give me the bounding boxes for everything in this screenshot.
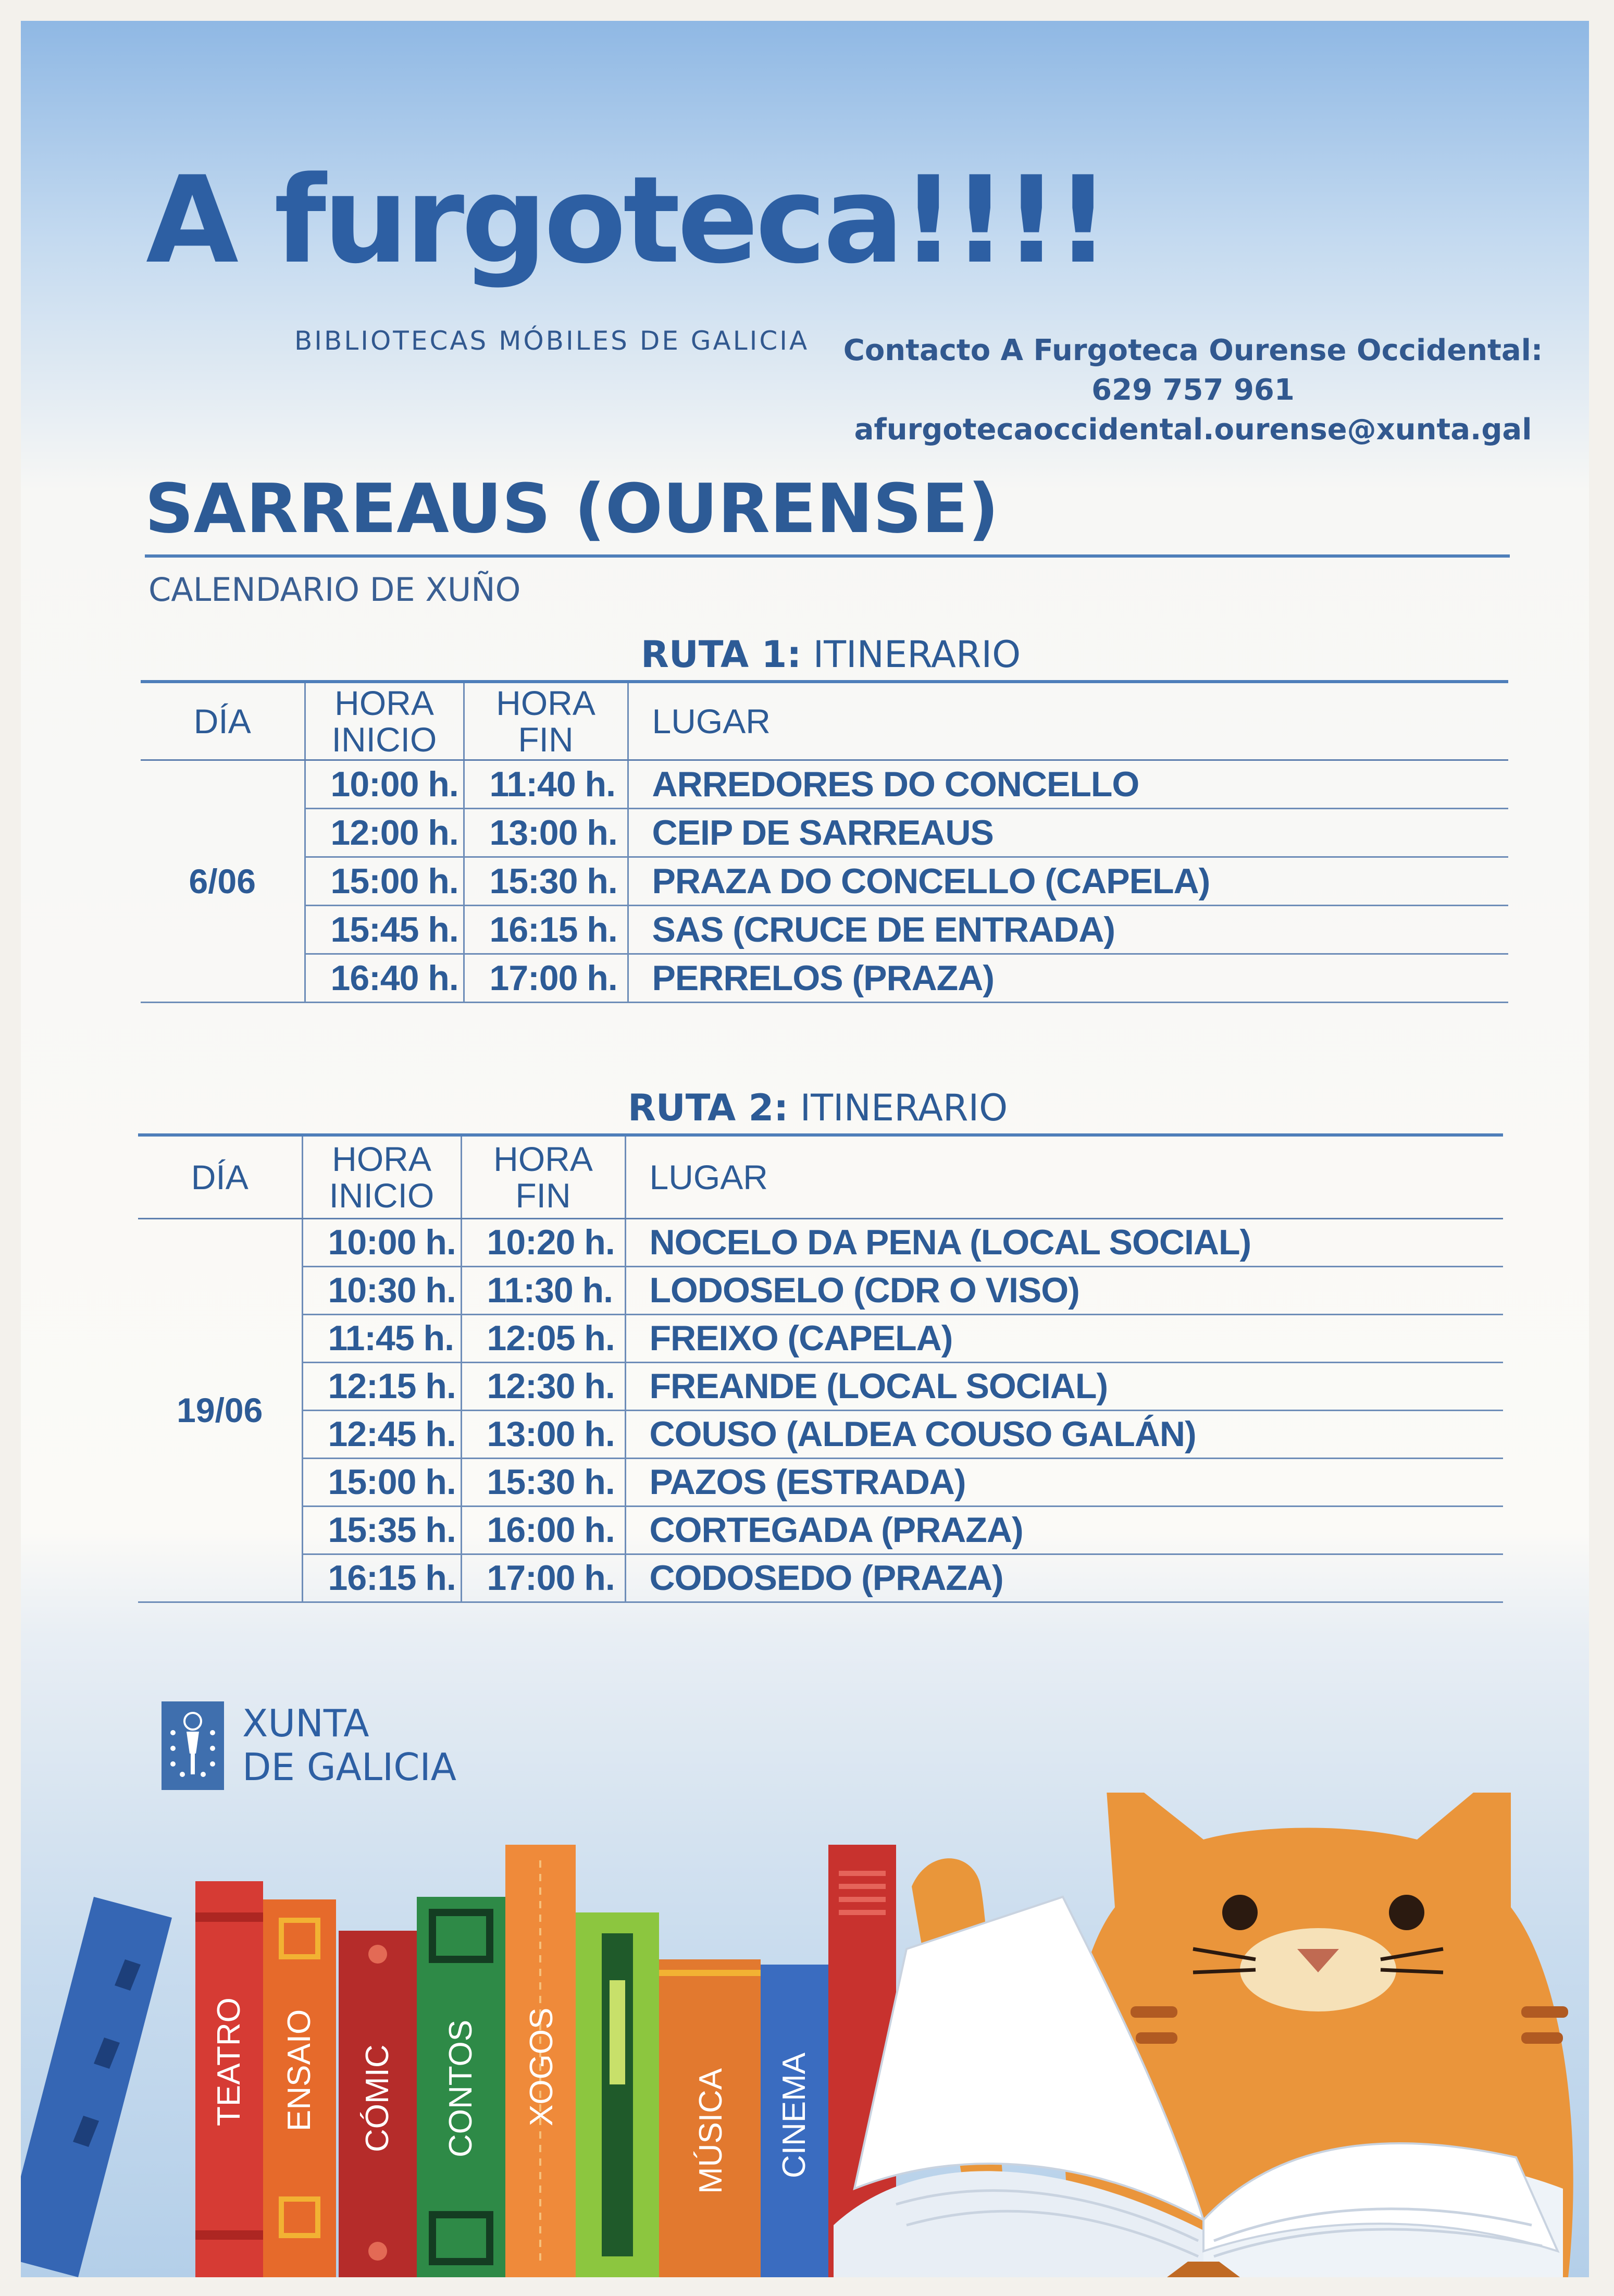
contact-label: Contacto A Furgoteca Ourense Occidental: (843, 334, 1543, 367)
column-header-hora-inicio (305, 682, 464, 760)
table-row (138, 1410, 1503, 1458)
place: LODOSELO (CDR O VISO) (625, 1266, 1503, 1314)
column-header-hora-fin (461, 1135, 625, 1218)
end-time: 12:30 h. (461, 1362, 625, 1410)
header-hora: HORA (334, 683, 434, 722)
blue-tilted-book-icon (21, 1897, 172, 2277)
table-row (141, 905, 1508, 954)
header-fin: FIN (518, 720, 574, 759)
place: COUSO (ALDEA COUSO GALÁN) (625, 1410, 1503, 1458)
start-time: 15:45 h. (305, 905, 464, 954)
logo-subtitle: BIBLIOTECAS MÓBILES DE GALICIA (294, 326, 810, 356)
header-fin: FIN (515, 1176, 571, 1215)
book-comic-icon (339, 1931, 417, 2277)
route-2-heading (628, 1087, 1008, 1129)
book-label-cinema: CINEMA (776, 2052, 812, 2178)
place: CODOSEDO (PRAZA) (625, 1554, 1503, 1602)
route-2-heading-rest: ITINERARIO (788, 1087, 1008, 1129)
books-and-cat-illustration (21, 1793, 1589, 2277)
table-row (138, 1218, 1503, 1266)
book-label-comic: CÓMIC (359, 2044, 395, 2152)
start-time: 12:45 h. (302, 1410, 461, 1458)
header-hora: HORA (496, 683, 595, 722)
table-row (141, 760, 1508, 808)
contact-phone: 629 757 961 (1091, 373, 1295, 407)
header-inicio: INICIO (329, 1176, 434, 1215)
end-time: 12:05 h. (461, 1314, 625, 1362)
book-contos-icon (417, 1897, 505, 2277)
column-header-lugar: LUGAR (628, 682, 1508, 760)
xunta-text (242, 1701, 456, 1789)
book-musica-icon (659, 1959, 761, 2277)
column-header-hora-fin (464, 682, 628, 760)
poster (21, 21, 1589, 2277)
book-label-musica: MÚSICA (693, 2068, 729, 2194)
place: ARREDORES DO CONCELLO (628, 760, 1508, 808)
start-time: 11:45 h. (302, 1314, 461, 1362)
table-row (141, 857, 1508, 905)
column-header-dia: DÍA (141, 682, 305, 760)
book-teatro-icon (195, 1881, 263, 2277)
route-2-heading-bold: RUTA 2: (628, 1087, 789, 1129)
header-hora: HORA (493, 1139, 593, 1178)
end-time: 16:15 h. (464, 905, 628, 954)
column-header-lugar: LUGAR (625, 1135, 1503, 1218)
book-ensaio-icon (263, 1899, 336, 2277)
title-divider (145, 554, 1510, 558)
end-time: 17:00 h. (464, 954, 628, 1002)
start-time: 10:30 h. (302, 1266, 461, 1314)
start-time: 15:35 h. (302, 1506, 461, 1554)
place: FREANDE (LOCAL SOCIAL) (625, 1362, 1503, 1410)
table-row (138, 1362, 1503, 1410)
table-row (138, 1314, 1503, 1362)
column-header-hora-inicio (302, 1135, 461, 1218)
table-row (138, 1266, 1503, 1314)
contact-email: afurgotecaoccidental.ourense@xunta.gal (854, 413, 1532, 447)
route-1-heading-rest: ITINERARIO (801, 633, 1021, 676)
end-time: 11:30 h. (461, 1266, 625, 1314)
place: PRAZA DO CONCELLO (CAPELA) (628, 857, 1508, 905)
table-header-row (138, 1135, 1503, 1218)
book-label-contos: CONTOS (443, 2019, 479, 2157)
start-time: 16:15 h. (302, 1554, 461, 1602)
xunta-line-1: XUNTA (242, 1701, 369, 1745)
book-label-teatro: TEATRO (211, 1997, 247, 2126)
start-time: 16:40 h. (305, 954, 464, 1002)
end-time: 10:20 h. (461, 1218, 625, 1266)
xunta-emblem-icon (162, 1701, 224, 1790)
book-cinema-icon (761, 1965, 828, 2277)
route-1-heading-bold: RUTA 1: (641, 633, 802, 676)
place: PERRELOS (PRAZA) (628, 954, 1508, 1002)
route-1-table (141, 680, 1508, 1003)
book-label-xogos: XOGOS (524, 2007, 560, 2126)
route-1-day: 6/06 (141, 760, 305, 1002)
place: CEIP DE SARREAUS (628, 808, 1508, 857)
end-time: 16:00 h. (461, 1506, 625, 1554)
contact-block (834, 331, 1553, 450)
table-row (138, 1506, 1503, 1554)
start-time: 10:00 h. (305, 760, 464, 808)
end-time: 13:00 h. (461, 1410, 625, 1458)
column-header-dia: DÍA (138, 1135, 302, 1218)
book-xogos-icon (505, 1845, 576, 2277)
header-inicio: INICIO (331, 720, 437, 759)
table-header-row (141, 682, 1508, 760)
lime-book-icon (576, 1912, 659, 2277)
end-time: 15:30 h. (461, 1458, 625, 1506)
route-1-heading (641, 633, 1021, 676)
place: NOCELO DA PENA (LOCAL SOCIAL) (625, 1218, 1503, 1266)
place: PAZOS (ESTRADA) (625, 1458, 1503, 1506)
furgoteca-logo-title: A furgoteca!!!! (146, 151, 1108, 290)
place-title: SARREAUS (OURENSE) (145, 469, 999, 548)
book-label-ensaio: ENSAIO (281, 2009, 317, 2131)
table-row (141, 954, 1508, 1002)
place: SAS (CRUCE DE ENTRADA) (628, 905, 1508, 954)
start-time: 10:00 h. (302, 1218, 461, 1266)
route-2-table (138, 1133, 1503, 1603)
end-time: 17:00 h. (461, 1554, 625, 1602)
start-time: 15:00 h. (305, 857, 464, 905)
end-time: 15:30 h. (464, 857, 628, 905)
header-hora: HORA (332, 1139, 431, 1178)
xunta-line-2: DE GALICIA (242, 1745, 456, 1789)
route-2-rows (138, 1218, 1503, 1602)
calendar-label: CALENDARIO DE XUÑO (148, 571, 521, 609)
table-row (138, 1554, 1503, 1602)
start-time: 12:00 h. (305, 808, 464, 857)
start-time: 12:15 h. (302, 1362, 461, 1410)
end-time: 11:40 h. (464, 760, 628, 808)
table-row (138, 1458, 1503, 1506)
start-time: 15:00 h. (302, 1458, 461, 1506)
end-time: 13:00 h. (464, 808, 628, 857)
place: CORTEGADA (PRAZA) (625, 1506, 1503, 1554)
place: FREIXO (CAPELA) (625, 1314, 1503, 1362)
table-row (141, 808, 1508, 857)
route-1-rows (141, 760, 1508, 1002)
route-2-day: 19/06 (138, 1218, 302, 1602)
